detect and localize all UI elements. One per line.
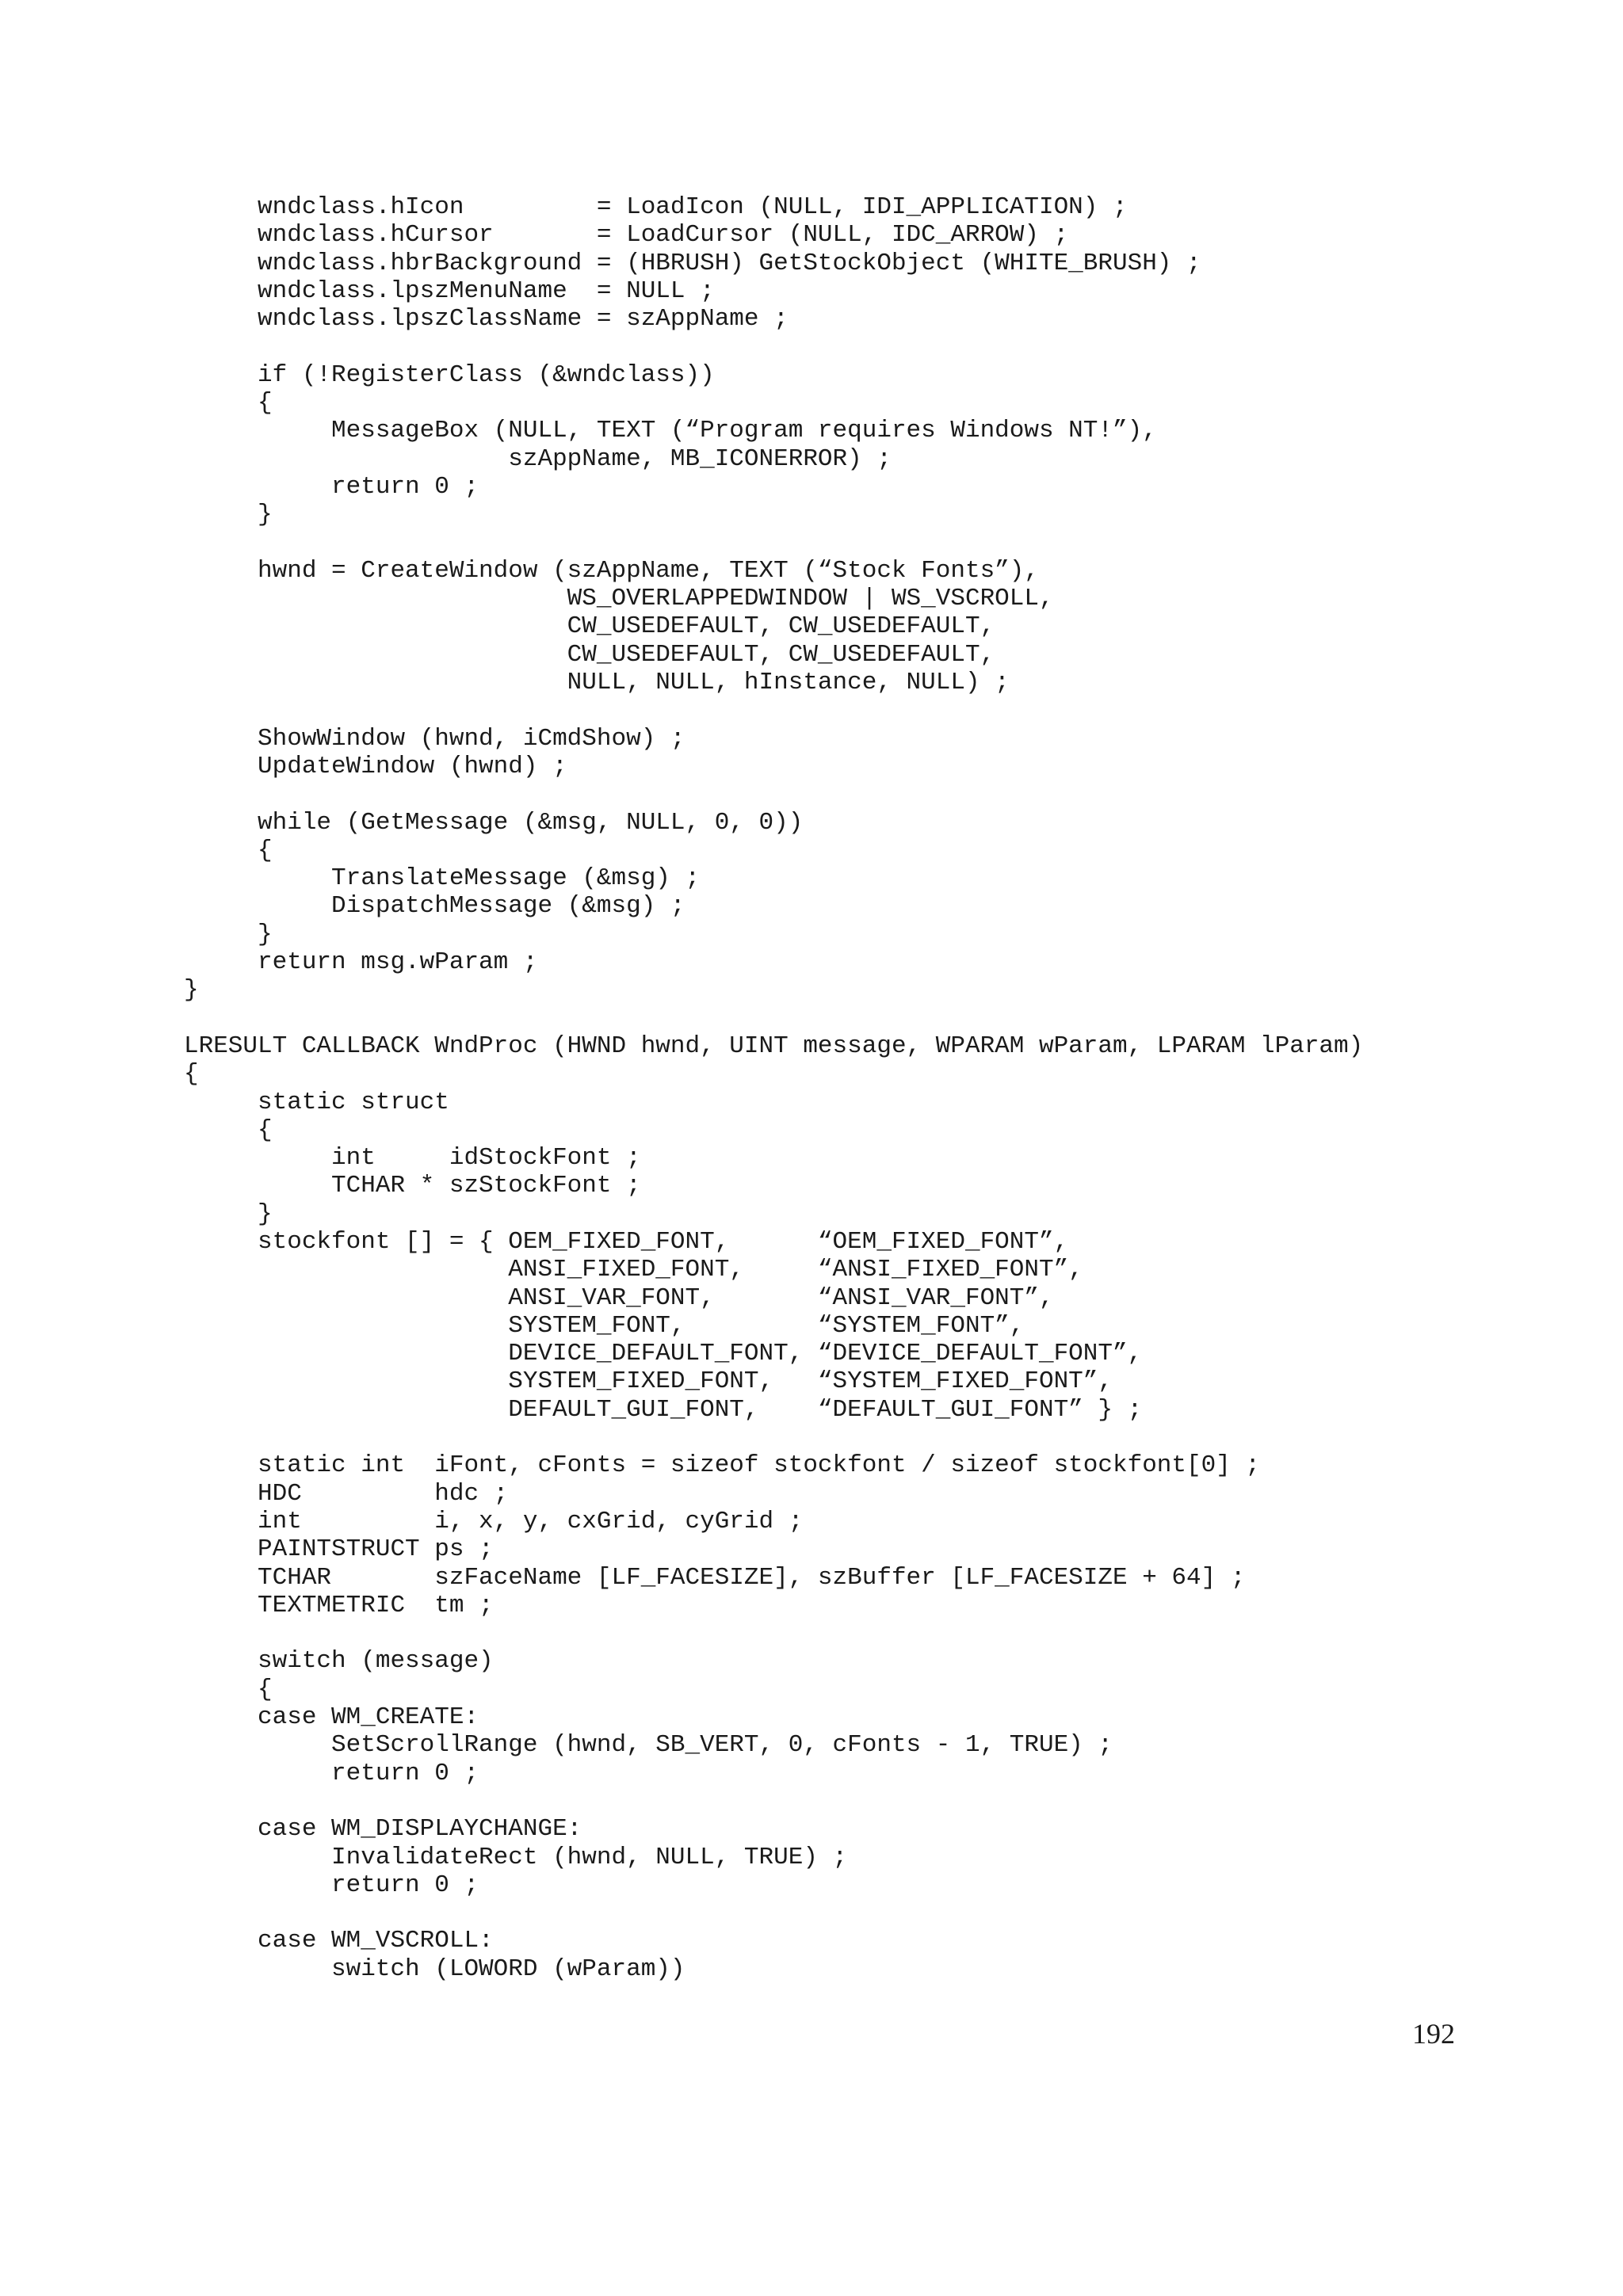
code-line: } xyxy=(184,1199,273,1228)
code-line: case WM_VSCROLL: xyxy=(184,1927,494,1955)
code-line: SYSTEM_FONT, “SYSTEM_FONT”, xyxy=(184,1311,1025,1340)
code-line: UpdateWindow (hwnd) ; xyxy=(184,752,567,780)
code-line xyxy=(184,1619,1363,1647)
code-line: TEXTMETRIC tm ; xyxy=(184,1591,494,1619)
code-line: return msg.wParam ; xyxy=(184,948,538,977)
code-line: DispatchMessage (&msg) ; xyxy=(184,892,685,921)
code-line: ANSI_FIXED_FONT, “ANSI_FIXED_FONT”, xyxy=(184,1256,1083,1284)
code-line xyxy=(184,1424,1363,1451)
code-line: { xyxy=(184,389,273,418)
code-line: MessageBox (NULL, TEXT (“Program requires Windows NT!”), xyxy=(184,417,1157,445)
code-line: NULL, NULL, hInstance, NULL) ; xyxy=(184,669,1010,697)
code-line: CW_USEDEFAULT, CW_USEDEFAULT, xyxy=(184,612,995,641)
code-line: wndclass.hbrBackground = (HBRUSH) GetStockObject (WHITE_BRUSH) ; xyxy=(184,249,1201,277)
code-line: static struct xyxy=(184,1088,449,1116)
code-line: } xyxy=(184,920,273,948)
code-line: wndclass.lpszMenuName = NULL ; xyxy=(184,277,715,305)
code-line: while (GetMessage (&msg, NULL, 0, 0)) xyxy=(184,808,804,837)
code-listing xyxy=(184,193,1363,1983)
code-line xyxy=(184,333,1363,360)
code-line: wndclass.hCursor = LoadCursor (NULL, IDC_ARROW) ; xyxy=(184,221,1069,250)
code-line: if (!RegisterClass (&wndclass)) xyxy=(184,360,715,389)
code-line: WS_OVERLAPPEDWINDOW | WS_VSCROLL, xyxy=(184,585,1054,613)
code-line: TCHAR szFaceName [LF_FACESIZE], szBuffer [LF_FACESIZE + 64] ; xyxy=(184,1563,1246,1592)
code-line: return 0 ; xyxy=(184,1871,479,1899)
code-line xyxy=(184,529,1363,557)
code-line xyxy=(184,1787,1363,1815)
code-line: SetScrollRange (hwnd, SB_VERT, 0, cFonts - 1, TRUE) ; xyxy=(184,1731,1113,1760)
code-line: DEVICE_DEFAULT_FONT, “DEVICE_DEFAULT_FONT”, xyxy=(184,1340,1143,1368)
code-line: TranslateMessage (&msg) ; xyxy=(184,864,701,893)
code-line: { xyxy=(184,1675,273,1703)
code-line: return 0 ; xyxy=(184,472,479,501)
code-line: LRESULT CALLBACK WndProc (HWND hwnd, UINT message, WPARAM wParam, LPARAM lParam) xyxy=(184,1032,1364,1060)
code-line: hwnd = CreateWindow (szAppName, TEXT (“Stock Fonts”), xyxy=(184,556,1039,585)
code-line: stockfont [] = { OEM_FIXED_FONT, “OEM_FIXED_FONT”, xyxy=(184,1227,1069,1256)
code-line: InvalidateRect (hwnd, NULL, TRUE) ; xyxy=(184,1843,848,1871)
code-line: CW_USEDEFAULT, CW_USEDEFAULT, xyxy=(184,640,995,669)
code-line: HDC hdc ; xyxy=(184,1479,509,1508)
code-line: ShowWindow (hwnd, iCmdShow) ; xyxy=(184,724,685,753)
code-line: switch (message) xyxy=(184,1647,494,1676)
code-line: PAINTSTRUCT ps ; xyxy=(184,1535,494,1564)
code-line: { xyxy=(184,1116,273,1144)
code-line: } xyxy=(184,976,199,1005)
code-line: static int iFont, cFonts = sizeof stockfont / sizeof stockfont[0] ; xyxy=(184,1451,1261,1480)
code-line: wndclass.hIcon = LoadIcon (NULL, IDI_APPLICATION) ; xyxy=(184,193,1128,221)
code-line: switch (LOWORD (wParam)) xyxy=(184,1955,685,1983)
code-line: case WM_CREATE: xyxy=(184,1703,479,1732)
code-line: DEFAULT_GUI_FONT, “DEFAULT_GUI_FONT” } ; xyxy=(184,1395,1143,1424)
code-line: case WM_DISPLAYCHANGE: xyxy=(184,1815,582,1844)
code-line: } xyxy=(184,501,273,529)
code-line: { xyxy=(184,1060,199,1089)
code-line: ANSI_VAR_FONT, “ANSI_VAR_FONT”, xyxy=(184,1283,1054,1312)
page-number: 192 xyxy=(1412,2018,1455,2050)
code-line: int idStockFont ; xyxy=(184,1144,641,1173)
code-line xyxy=(184,780,1363,808)
code-line: TCHAR * szStockFont ; xyxy=(184,1172,641,1200)
code-line: szAppName, MB_ICONERROR) ; xyxy=(184,444,892,473)
code-line xyxy=(184,1005,1363,1032)
code-line: { xyxy=(184,836,273,864)
code-line: wndclass.lpszClassName = szAppName ; xyxy=(184,305,789,334)
code-line: SYSTEM_FIXED_FONT, “SYSTEM_FIXED_FONT”, xyxy=(184,1367,1113,1396)
code-line: return 0 ; xyxy=(184,1759,479,1787)
code-line xyxy=(184,1899,1363,1927)
code-line: int i, x, y, cxGrid, cyGrid ; xyxy=(184,1507,804,1535)
code-line xyxy=(184,696,1363,724)
